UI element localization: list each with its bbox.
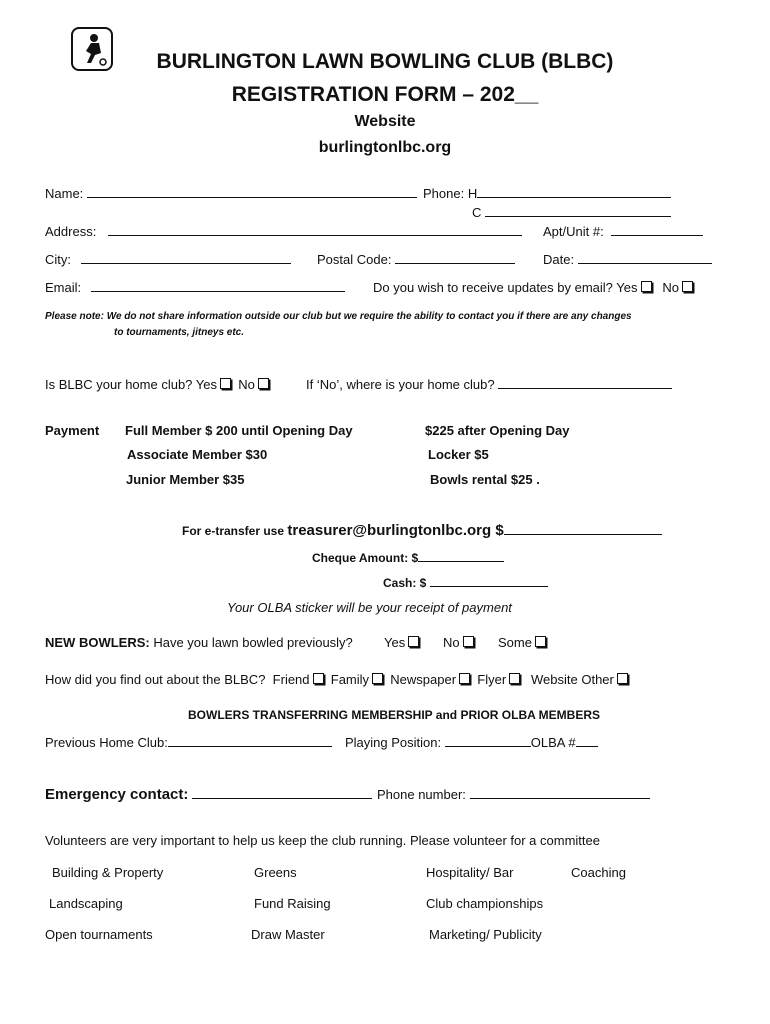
volunteer-fund-raising[interactable]: Fund Raising <box>254 896 331 911</box>
payment-label: Payment <box>45 423 100 438</box>
flyer-checkbox[interactable] <box>509 673 520 684</box>
privacy-note: Please note: We do not share information outside our club but we require the ability to contact you if there are any changes <box>45 311 632 322</box>
volunteer-draw-master[interactable]: Draw Master <box>251 927 325 942</box>
volunteer-building[interactable]: Building & Property <box>52 865 164 880</box>
website-other-checkbox[interactable] <box>617 673 628 684</box>
newspaper-checkbox[interactable] <box>459 673 470 684</box>
website-label: Website <box>354 113 416 130</box>
bowls-rental-fee: Bowls rental $25 . <box>430 472 540 487</box>
privacy-note-continued: to tournaments, jitneys etc. <box>114 327 245 338</box>
bowled-some-checkbox[interactable] <box>535 636 546 647</box>
bowled-yes-checkbox[interactable] <box>408 636 419 647</box>
form-title: BURLINGTON LAWN BOWLING CLUB (BLBC) <box>156 50 614 73</box>
postal-code-field[interactable]: Postal Code: <box>317 252 515 267</box>
apt-field[interactable]: Apt/Unit #: <box>543 224 703 239</box>
city-field[interactable]: City: <box>45 252 291 267</box>
etransfer-line[interactable]: For e-transfer use treasurer@burlingtonlbc.org $ <box>182 522 662 539</box>
full-member-fee: Full Member $ 200 until Opening Day <box>125 423 353 438</box>
previous-club-field[interactable]: Previous Home Club: <box>45 735 332 750</box>
address-field[interactable]: Address: <box>45 224 522 239</box>
volunteer-marketing[interactable]: Marketing/ Publicity <box>429 927 542 942</box>
phone-cell-field[interactable]: C <box>472 205 671 220</box>
junior-member-fee: Junior Member $35 <box>126 472 245 487</box>
treasurer-email[interactable]: treasurer@burlingtonlbc.org <box>287 522 492 539</box>
updates-no-checkbox[interactable] <box>682 281 693 292</box>
updates-yes-checkbox[interactable] <box>641 281 652 292</box>
email-field[interactable]: Email: <box>45 280 345 295</box>
volunteers-intro: Volunteers are very important to help us keep the club running. Please volunteer for a committee <box>45 833 600 848</box>
volunteer-open-tournaments[interactable]: Open tournaments <box>45 927 153 942</box>
friend-checkbox[interactable] <box>313 673 324 684</box>
associate-member-fee: Associate Member $30 <box>127 447 268 462</box>
emergency-phone-field[interactable]: Phone number: <box>377 787 650 802</box>
bowled-no-checkbox[interactable] <box>463 636 474 647</box>
bowled-yes-option: Yes <box>384 635 419 650</box>
family-checkbox[interactable] <box>372 673 383 684</box>
date-field[interactable]: Date: <box>543 252 712 267</box>
cheque-amount-field[interactable]: Cheque Amount: $ <box>312 550 504 565</box>
volunteer-coaching[interactable]: Coaching <box>571 865 626 880</box>
emergency-contact-field[interactable]: Emergency contact: <box>45 786 372 803</box>
phone-home-field[interactable]: Phone: H <box>423 186 671 201</box>
home-club-question: Is BLBC your home club? Yes No <box>45 377 269 392</box>
volunteer-hospitality[interactable]: Hospitality/ Bar <box>426 865 514 880</box>
transferring-heading: BOWLERS TRANSFERRING MEMBERSHIP and PRIOR OLBA MEMBERS <box>188 708 601 722</box>
form-subtitle: REGISTRATION FORM – 202__ <box>231 83 539 106</box>
email-updates-question: Do you wish to receive updates by email? Yes No <box>373 280 693 295</box>
referral-question-row: How did you find out about the BLBC? Friend Family Newspaper Flyer Website Other <box>45 672 628 687</box>
late-fee: $225 after Opening Day <box>425 423 570 438</box>
bowled-some-option: Some <box>498 635 546 650</box>
new-bowlers-row: NEW BOWLERS: Have you lawn bowled previously? <box>45 635 353 650</box>
bowled-no-option: No <box>443 635 474 650</box>
home-club-yes-checkbox[interactable] <box>220 378 231 389</box>
volunteer-greens[interactable]: Greens <box>254 865 297 880</box>
other-home-club-field[interactable]: If ‘No’, where is your home club? <box>306 377 672 392</box>
locker-fee: Locker $5 <box>428 447 489 462</box>
website-url[interactable]: burlingtonlbc.org <box>318 139 452 156</box>
volunteer-club-championships[interactable]: Club championships <box>426 896 544 911</box>
cash-amount-field[interactable]: Cash: $ <box>383 575 548 590</box>
receipt-note: Your OLBA sticker will be your receipt of payment <box>227 600 512 615</box>
volunteer-landscaping[interactable]: Landscaping <box>49 896 123 911</box>
name-field[interactable]: Name: <box>45 186 417 201</box>
playing-position-field[interactable]: Playing Position: OLBA # <box>345 735 598 750</box>
home-club-no-checkbox[interactable] <box>258 378 269 389</box>
